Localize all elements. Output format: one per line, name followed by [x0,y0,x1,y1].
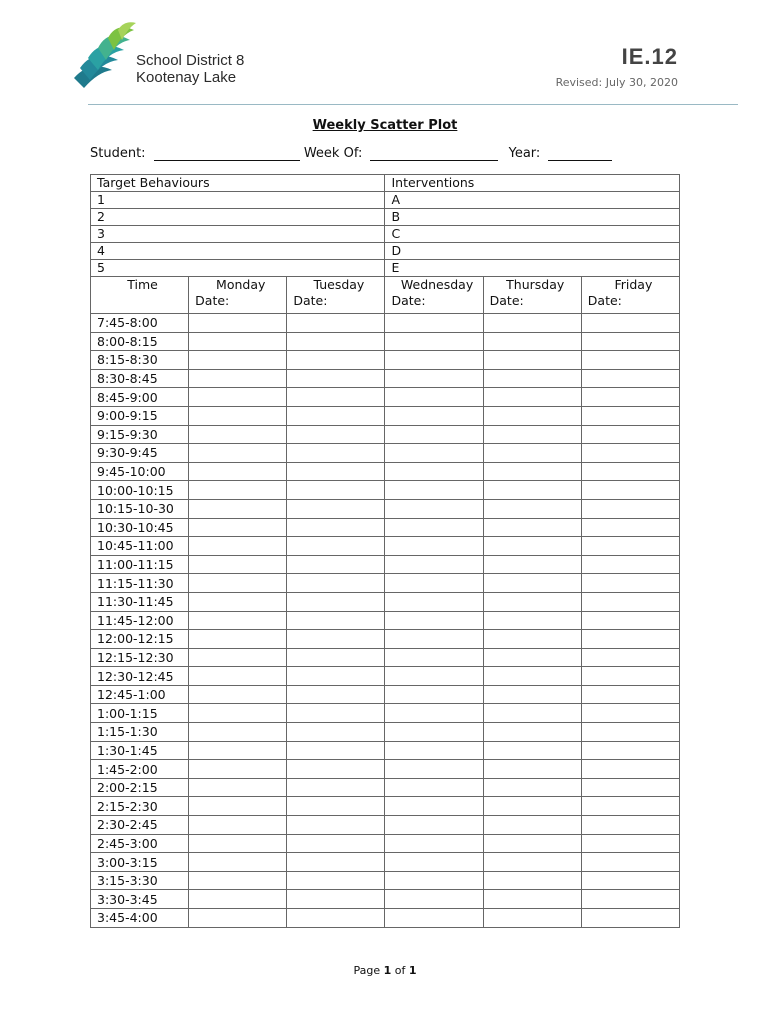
district-name [136,52,244,86]
date-label: Date: [489,293,524,308]
page-header [0,0,770,110]
cell-tuesday[interactable] [287,667,385,686]
cell-thursday[interactable] [483,834,581,853]
cell-monday[interactable] [189,723,287,742]
cell-tuesday[interactable] [287,518,385,537]
cell-monday[interactable] [189,462,287,481]
time-slot-row [91,388,680,407]
year-field[interactable] [548,146,612,161]
cell-thursday[interactable] [483,816,581,835]
time-slot-row [91,481,680,500]
of-word: of [394,964,406,977]
time-cell: 9:00-9:15 [91,406,189,425]
time-slot-row [91,685,680,704]
time-cell: 9:15-9:30 [91,425,189,444]
cell-tuesday[interactable] [287,760,385,779]
time-cell: 3:00-3:15 [91,853,189,872]
student-field[interactable] [154,146,300,161]
time-cell: 10:30-10:45 [91,518,189,537]
cell-tuesday[interactable] [287,425,385,444]
cell-monday[interactable] [189,816,287,835]
day-header-monday [189,277,287,314]
cell-thursday[interactable] [483,741,581,760]
time-cell: 2:00-2:15 [91,778,189,797]
target-row[interactable]: 4 [91,243,385,260]
cell-friday[interactable] [581,667,679,686]
cell-friday[interactable] [581,704,679,723]
week-field[interactable] [370,146,498,161]
intervention-row[interactable]: A [385,192,680,209]
cell-thursday[interactable] [483,425,581,444]
district-line-2: Kootenay Lake [136,69,237,86]
cell-friday[interactable] [581,611,679,630]
cell-friday[interactable] [581,425,679,444]
time-cell: 8:00-8:15 [91,332,189,351]
cell-friday[interactable] [581,499,679,518]
time-slot-row [91,518,680,537]
cell-friday[interactable] [581,444,679,463]
cell-wednesday[interactable] [385,499,483,518]
cell-monday[interactable] [189,314,287,333]
info-fields [90,146,612,161]
cell-thursday[interactable] [483,444,581,463]
cell-friday[interactable] [581,351,679,370]
cell-tuesday[interactable] [287,853,385,872]
cell-wednesday[interactable] [385,537,483,556]
cell-friday[interactable] [581,518,679,537]
cell-wednesday[interactable] [385,462,483,481]
cell-wednesday[interactable] [385,369,483,388]
time-slot-row [91,574,680,593]
cell-wednesday[interactable] [385,909,483,928]
date-label: Date: [293,293,328,308]
cell-monday[interactable] [189,909,287,928]
time-cell: 12:15-12:30 [91,648,189,667]
cell-monday[interactable] [189,574,287,593]
time-slot-row [91,723,680,742]
cell-friday[interactable] [581,723,679,742]
cell-tuesday[interactable] [287,537,385,556]
cell-thursday[interactable] [483,332,581,351]
cell-monday[interactable] [189,555,287,574]
cell-wednesday[interactable] [385,816,483,835]
cell-thursday[interactable] [483,890,581,909]
time-cell: 8:15-8:30 [91,351,189,370]
cell-tuesday[interactable] [287,332,385,351]
cell-tuesday[interactable] [287,723,385,742]
cell-thursday[interactable] [483,797,581,816]
cell-thursday[interactable] [483,611,581,630]
cell-monday[interactable] [189,388,287,407]
time-cell: 10:15-10-30 [91,499,189,518]
cell-wednesday[interactable] [385,797,483,816]
time-slot-row [91,332,680,351]
cell-friday[interactable] [581,406,679,425]
time-cell: 11:30-11:45 [91,592,189,611]
time-slot-row [91,369,680,388]
cell-tuesday[interactable] [287,444,385,463]
cell-wednesday[interactable] [385,481,483,500]
cell-friday[interactable] [581,314,679,333]
time-slot-row [91,462,680,481]
cell-wednesday[interactable] [385,871,483,890]
cell-wednesday[interactable] [385,388,483,407]
time-slot-row [91,555,680,574]
time-cell: 7:45-8:00 [91,314,189,333]
time-cell: 12:30-12:45 [91,667,189,686]
target-row[interactable]: 3 [91,226,385,243]
cell-wednesday[interactable] [385,406,483,425]
cell-friday[interactable] [581,760,679,779]
date-label: Date: [195,293,230,308]
cell-thursday[interactable] [483,462,581,481]
target-behaviours-header: Target Behaviours [91,175,385,192]
time-cell: 1:15-1:30 [91,723,189,742]
cell-thursday[interactable] [483,592,581,611]
cell-monday[interactable] [189,444,287,463]
cell-thursday[interactable] [483,704,581,723]
cell-monday[interactable] [189,537,287,556]
time-slot-row [91,648,680,667]
cell-friday[interactable] [581,778,679,797]
time-slot-row [91,667,680,686]
time-slot-row [91,499,680,518]
time-cell: 3:45-4:00 [91,909,189,928]
time-slot-row [91,406,680,425]
cell-tuesday[interactable] [287,462,385,481]
page-total: 1 [408,964,417,977]
document-id: IE.12 [621,44,678,69]
day-name: Thursday [506,277,565,292]
time-slot-row [91,630,680,649]
cell-thursday[interactable] [483,853,581,872]
cell-wednesday[interactable] [385,630,483,649]
time-slot-row [91,871,680,890]
day-name: Friday [614,277,653,292]
cell-wednesday[interactable] [385,314,483,333]
time-slot-row [91,425,680,444]
cell-monday[interactable] [189,592,287,611]
cell-monday[interactable] [189,630,287,649]
cell-monday[interactable] [189,704,287,723]
cell-wednesday[interactable] [385,667,483,686]
time-cell: 10:00-10:15 [91,481,189,500]
time-slot-row [91,853,680,872]
time-slot-row [91,834,680,853]
cell-friday[interactable] [581,592,679,611]
time-slot-row [91,537,680,556]
cell-friday[interactable] [581,871,679,890]
cell-tuesday[interactable] [287,351,385,370]
cell-monday[interactable] [189,871,287,890]
cell-thursday[interactable] [483,648,581,667]
day-name: Wednesday [400,277,474,292]
cell-friday[interactable] [581,816,679,835]
scatter-plot-table [90,174,680,928]
time-cell: 2:45-3:00 [91,834,189,853]
cell-tuesday[interactable] [287,406,385,425]
cell-tuesday[interactable] [287,871,385,890]
time-slot-row [91,778,680,797]
cell-tuesday[interactable] [287,388,385,407]
cell-wednesday[interactable] [385,723,483,742]
page-footer [0,964,770,977]
cell-thursday[interactable] [483,871,581,890]
cell-tuesday[interactable] [287,499,385,518]
cell-tuesday[interactable] [287,890,385,909]
cell-wednesday[interactable] [385,704,483,723]
cell-wednesday[interactable] [385,574,483,593]
date-label: Date: [587,293,622,308]
cell-friday[interactable] [581,332,679,351]
cell-tuesday[interactable] [287,834,385,853]
district-line-1: School District 8 [136,52,245,69]
cell-tuesday[interactable] [287,592,385,611]
page-number: 1 [383,964,392,977]
cell-friday[interactable] [581,574,679,593]
time-cell: 3:30-3:45 [91,890,189,909]
intervention-row[interactable]: D [385,243,680,260]
intervention-row[interactable]: C [385,226,680,243]
day-name: Tuesday [313,277,365,292]
cell-thursday[interactable] [483,778,581,797]
cell-monday[interactable] [189,667,287,686]
cell-wednesday[interactable] [385,890,483,909]
cell-wednesday[interactable] [385,648,483,667]
time-slot-row [91,314,680,333]
cell-friday[interactable] [581,853,679,872]
day-header-thursday [483,277,581,314]
time-cell: 1:45-2:00 [91,760,189,779]
cell-thursday[interactable] [483,351,581,370]
intervention-row[interactable]: E [385,260,680,277]
time-slot-row [91,816,680,835]
target-row[interactable]: 5 [91,260,385,277]
cell-monday[interactable] [189,499,287,518]
cell-monday[interactable] [189,890,287,909]
cell-thursday[interactable] [483,574,581,593]
date-label: Date: [391,293,426,308]
cell-monday[interactable] [189,481,287,500]
cell-friday[interactable] [581,462,679,481]
cell-friday[interactable] [581,537,679,556]
cell-wednesday[interactable] [385,351,483,370]
time-cell: 9:45-10:00 [91,462,189,481]
time-slot-row [91,909,680,928]
cell-friday[interactable] [581,630,679,649]
time-cell: 11:45-12:00 [91,611,189,630]
cell-friday[interactable] [581,685,679,704]
cell-thursday[interactable] [483,667,581,686]
cell-wednesday[interactable] [385,685,483,704]
time-cell: 3:15-3:30 [91,871,189,890]
cell-wednesday[interactable] [385,425,483,444]
cell-monday[interactable] [189,425,287,444]
time-cell: 1:00-1:15 [91,704,189,723]
cell-thursday[interactable] [483,630,581,649]
cell-monday[interactable] [189,741,287,760]
cell-monday[interactable] [189,369,287,388]
time-cell: 11:00-11:15 [91,555,189,574]
time-slot-row [91,351,680,370]
time-cell: 8:30-8:45 [91,369,189,388]
cell-thursday[interactable] [483,723,581,742]
time-slot-row [91,592,680,611]
cell-tuesday[interactable] [287,611,385,630]
time-slot-row [91,741,680,760]
time-cell: 12:45-1:00 [91,685,189,704]
page-word: Page [353,964,381,977]
day-header-friday [581,277,679,314]
time-slot-row [91,797,680,816]
time-header: Time [91,277,189,314]
time-cell: 10:45-11:00 [91,537,189,556]
day-name: Monday [216,277,266,292]
cell-tuesday[interactable] [287,630,385,649]
header-divider [88,104,738,105]
cell-thursday[interactable] [483,481,581,500]
cell-monday[interactable] [189,834,287,853]
time-slot-row [91,704,680,723]
cell-tuesday[interactable] [287,909,385,928]
cell-friday[interactable] [581,388,679,407]
time-cell: 12:00-12:15 [91,630,189,649]
cell-thursday[interactable] [483,518,581,537]
cell-monday[interactable] [189,332,287,351]
cell-tuesday[interactable] [287,648,385,667]
cell-friday[interactable] [581,909,679,928]
cell-friday[interactable] [581,648,679,667]
cell-monday[interactable] [189,406,287,425]
time-slot-row [91,611,680,630]
cell-tuesday[interactable] [287,481,385,500]
cell-thursday[interactable] [483,760,581,779]
cell-friday[interactable] [581,369,679,388]
time-cell: 2:15-2:30 [91,797,189,816]
year-label: Year: [508,146,541,161]
interventions-header: Interventions [385,175,680,192]
cell-thursday[interactable] [483,314,581,333]
cell-monday[interactable] [189,648,287,667]
time-slot-row [91,890,680,909]
cell-monday[interactable] [189,778,287,797]
cell-tuesday[interactable] [287,314,385,333]
cell-tuesday[interactable] [287,685,385,704]
day-header-tuesday [287,277,385,314]
cell-friday[interactable] [581,797,679,816]
intervention-row[interactable]: B [385,209,680,226]
cell-tuesday[interactable] [287,574,385,593]
cell-tuesday[interactable] [287,797,385,816]
cell-tuesday[interactable] [287,778,385,797]
cell-wednesday[interactable] [385,760,483,779]
district-logo [70,20,145,92]
cell-wednesday[interactable] [385,611,483,630]
cell-tuesday[interactable] [287,369,385,388]
time-cell: 2:30-2:45 [91,816,189,835]
cell-wednesday[interactable] [385,444,483,463]
cell-wednesday[interactable] [385,592,483,611]
cell-thursday[interactable] [483,537,581,556]
cell-monday[interactable] [189,518,287,537]
cell-tuesday[interactable] [287,555,385,574]
cell-monday[interactable] [189,351,287,370]
cell-wednesday[interactable] [385,778,483,797]
cell-monday[interactable] [189,760,287,779]
cell-tuesday[interactable] [287,704,385,723]
cell-thursday[interactable] [483,388,581,407]
cell-thursday[interactable] [483,499,581,518]
cell-wednesday[interactable] [385,853,483,872]
cell-friday[interactable] [581,555,679,574]
cell-friday[interactable] [581,890,679,909]
student-label: Student: [90,146,146,161]
cell-tuesday[interactable] [287,741,385,760]
page-title: Weekly Scatter Plot [312,118,458,133]
time-cell: 1:30-1:45 [91,741,189,760]
cell-thursday[interactable] [483,685,581,704]
target-row[interactable]: 2 [91,209,385,226]
day-header-wednesday [385,277,483,314]
cell-monday[interactable] [189,685,287,704]
cell-friday[interactable] [581,834,679,853]
time-slot-row [91,444,680,463]
cell-wednesday[interactable] [385,555,483,574]
cell-wednesday[interactable] [385,741,483,760]
cell-wednesday[interactable] [385,332,483,351]
cell-monday[interactable] [189,611,287,630]
cell-wednesday[interactable] [385,518,483,537]
week-label: Week Of: [303,146,363,161]
cell-thursday[interactable] [483,406,581,425]
cell-friday[interactable] [581,741,679,760]
time-cell: 8:45-9:00 [91,388,189,407]
time-cell: 11:15-11:30 [91,574,189,593]
cell-friday[interactable] [581,481,679,500]
revised-date: Revised: July 30, 2020 [555,76,678,89]
cell-tuesday[interactable] [287,816,385,835]
time-slot-row [91,760,680,779]
target-row[interactable]: 1 [91,192,385,209]
cell-monday[interactable] [189,797,287,816]
cell-thursday[interactable] [483,369,581,388]
time-cell: 9:30-9:45 [91,444,189,463]
cell-wednesday[interactable] [385,834,483,853]
cell-thursday[interactable] [483,555,581,574]
cell-monday[interactable] [189,853,287,872]
cell-thursday[interactable] [483,909,581,928]
